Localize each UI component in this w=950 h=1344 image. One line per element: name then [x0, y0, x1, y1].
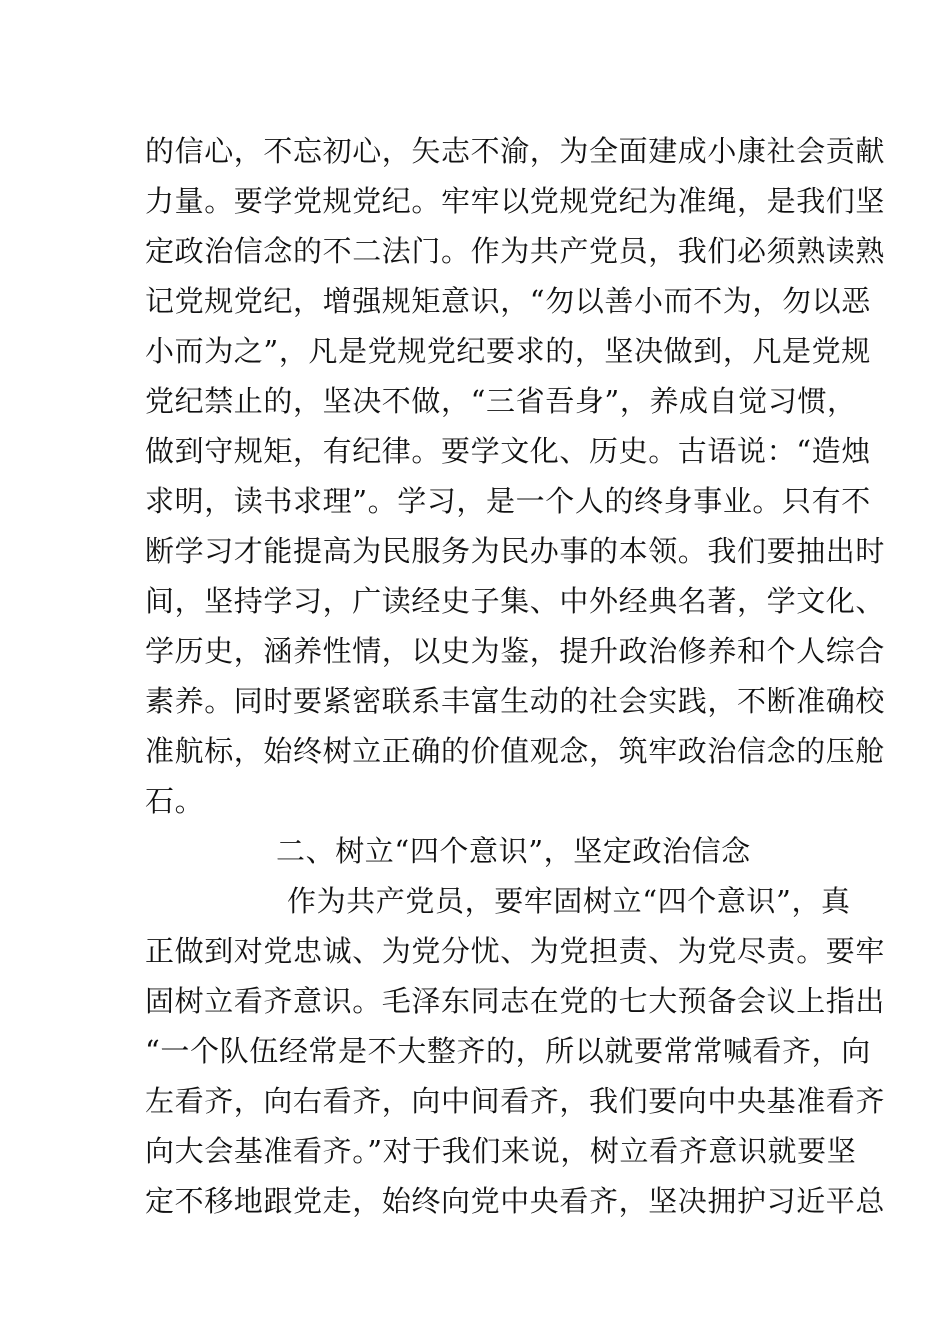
paragraph-line: 学历史，涵养性情，以史为鉴，提升政治修养和个人综合	[145, 634, 886, 668]
paragraph-line: 左看齐，向右看齐，向中间看齐，我们要向中央基准看齐	[145, 1084, 886, 1118]
paragraph-line: 素养。同时要紧密联系丰富生动的社会实践，不断准确校	[145, 684, 886, 718]
paragraph-line: 力量。要学党规党纪。牢牢以党规党纪为准绳，是我们坚	[145, 184, 886, 218]
paragraph-line: 定不移地跟党走，始终向党中央看齐，坚决拥护习近平总	[145, 1184, 886, 1218]
paragraph-line: 求明，读书求理”。学习，是一个人的终身事业。只有不	[145, 484, 871, 518]
paragraph-line: 的信心，不忘初心，矢志不渝，为全面建成小康社会贡献	[145, 134, 886, 168]
paragraph-line: “一个队伍经常是不大整齐的，所以就要常常喊看齐，向	[145, 1034, 871, 1068]
paragraph-line: 间，坚持学习，广读经史子集、中外经典名著，学文化、	[145, 584, 886, 618]
paragraph-line: 向大会基准看齐。”对于我们来说，树立看齐意识就要坚	[145, 1134, 857, 1168]
paragraph-line: 党纪禁止的，坚决不做，“三省吾身”，养成自觉习惯，	[145, 384, 857, 418]
paragraph-line: 断学习才能提高为民服务为民办事的本领。我们要抽出时	[145, 534, 886, 568]
paragraph-line: 正做到对党忠诚、为党分忧、为党担责、为党尽责。要牢	[145, 934, 886, 968]
paragraph-line: 做到守规矩，有纪律。要学文化、历史。古语说：“造烛	[145, 434, 871, 468]
paragraph-line: 石。	[145, 784, 205, 818]
paragraph-line: 固树立看齐意识。毛泽东同志在党的七大预备会议上指出	[145, 984, 886, 1018]
paragraph-line: 小而为之”，凡是党规党纪要求的，坚决做到，凡是党规	[145, 334, 871, 368]
paragraph-first-line: 作为共产党员，要牢固树立“四个意识”，真	[287, 884, 851, 918]
paragraph-line: 记党规党纪，增强规矩意识，“勿以善小而不为，勿以恶	[145, 284, 871, 318]
paragraph-line: 定政治信念的不二法门。作为共产党员，我们必须熟读熟	[145, 234, 886, 268]
paragraph-line: 准航标，始终树立正确的价值观念，筑牢政治信念的压舱	[145, 734, 886, 768]
section-heading: 二、树立“四个意识”，坚定政治信念	[276, 834, 751, 868]
